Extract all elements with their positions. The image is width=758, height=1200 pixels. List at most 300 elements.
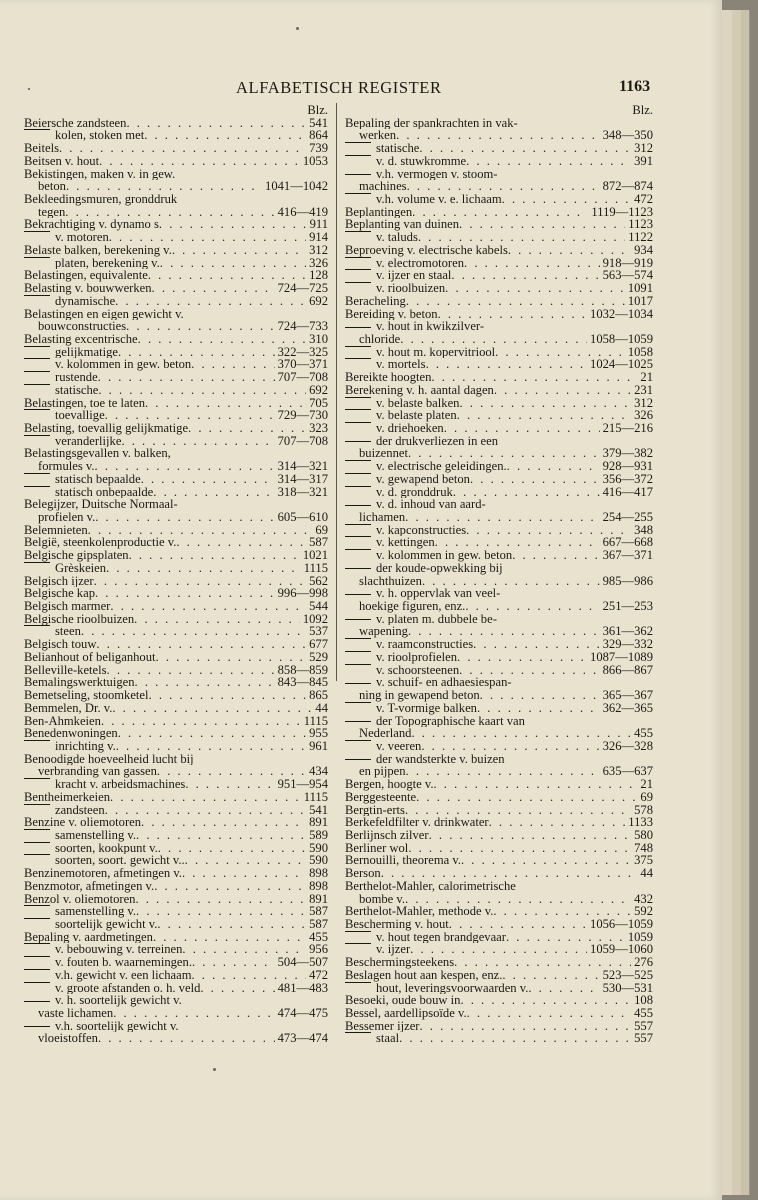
page-reference: 537 [309,625,328,639]
page-reference: 705 [309,396,328,410]
index-entry [24,320,328,333]
entry-term: Belgische rioolbuizen [24,612,135,626]
page-reference: 1059 [627,930,653,944]
entry-term: v. taluds [376,231,418,244]
index-entry [24,257,328,270]
page-reference: 215—216 [602,421,653,435]
dot-leader [135,893,306,906]
ditto-dash [24,956,50,957]
entry-term: Ben-Ahmkeien [24,714,101,728]
dot-leader [118,727,306,740]
entry-term: chloride [359,332,401,346]
page-reference: 361—362 [602,625,653,639]
page-reference: 1123 [628,218,653,232]
page-reference: 1056—1059 [590,918,653,931]
index-entry [345,269,653,282]
page-reference: 541 [309,116,328,130]
dot-leader [400,333,587,346]
index-entry [24,155,328,168]
entry-term: Bernouilli, theorema v. [345,854,461,868]
dot-leader [136,829,306,842]
index-entry [345,168,653,181]
page-reference: 472 [634,193,653,206]
index-entry [24,511,328,524]
entry-term: Beitels [24,142,59,155]
page-reference: 310 [309,332,328,346]
entry-term: v. h. soortelijk gewicht v. [55,994,182,1008]
page-reference: 587 [309,918,328,931]
index-entry [345,460,653,473]
entry-term: v. kolommen in gew. beton [376,549,513,562]
page-reference: 911 [309,218,328,232]
index-entry [24,943,328,956]
entry-term: steen [55,625,81,639]
dot-leader [419,142,631,155]
index-entry [345,943,653,956]
page-reference: 44 [315,701,328,715]
index-entry [345,804,653,817]
page-reference: 864 [309,129,328,143]
dot-leader [494,384,631,397]
dot-leader [115,295,306,308]
page-reference: 348—350 [602,129,653,143]
ditto-dash [345,931,371,932]
page-reference: 276 [634,956,653,969]
entry-term: v. ijzer en staal [376,269,452,283]
entry-term: Nederland [359,727,412,740]
entry-term: Benedenwoningen [24,727,118,740]
entry-term: Belleville-ketels [24,663,107,677]
entry-term: Belasting v. bouwwerken [24,282,152,295]
index-entry [24,117,328,130]
index-entry [345,931,653,944]
index-entry [345,384,653,397]
dot-leader [134,613,300,626]
page-reference: 432 [634,892,653,906]
page-reference: 891 [309,892,328,906]
index-entry [24,218,328,231]
entry-term: v.h. soortelijk gewicht v. [55,1019,179,1033]
page-reference: 391 [634,154,653,168]
dot-leader [192,956,275,969]
entry-term: v. hout m. kopervitriool [376,345,496,359]
entry-term: v. bebouwing v. terreinen [55,943,183,957]
index-entry [345,295,653,308]
page-reference: 128 [309,269,328,283]
dot-leader [418,231,625,244]
index-entry [345,142,653,155]
dot-leader [141,816,306,829]
page-reference: 578 [634,803,653,817]
entry-term: gelijkmatige [55,345,118,359]
page-reference: 541 [309,803,328,817]
index-entry [24,600,328,613]
ditto-dash [345,409,371,410]
ditto-dash [24,384,50,385]
dot-leader [528,982,599,995]
page-reference: 677 [309,638,328,651]
page-reference: 692 [309,383,328,397]
page-reference: 481—483 [277,981,328,995]
page-reference: 961 [309,739,328,753]
dot-leader [110,600,306,613]
page-reference: 473—474 [277,1032,328,1046]
page-reference: 580 [634,828,653,842]
index-entry [345,842,653,855]
page-reference: 1017 [627,294,653,308]
entry-term: samenstelling v. [55,828,137,842]
page-reference: 928—931 [602,460,653,473]
index-entry [24,231,328,244]
ditto-dash [345,568,371,569]
index-entry [345,1020,653,1033]
page-reference: 589 [309,828,328,842]
page-reference: 951—954 [277,778,328,791]
page-reference: 1092 [302,612,328,626]
ditto-dash [345,441,371,442]
dot-leader [460,994,631,1007]
index-entry [24,867,328,880]
dot-leader [411,727,631,740]
index-entry [24,727,328,740]
index-entry [345,473,653,486]
page-reference: 329—332 [602,638,653,651]
page-reference: 375 [634,854,653,868]
index-entry [24,384,328,397]
index-entry [345,244,653,257]
ditto-dash [345,549,371,550]
entry-term: Belastingsgevallen v. balken, [24,447,171,461]
page-reference: 1024—1025 [590,358,653,372]
index-entry [345,1007,653,1020]
index-entry [24,333,328,346]
entry-term: samenstelling v. [55,905,137,918]
entry-term: toevallige [55,409,105,422]
entry-term: Belaste balken, berekening v. [24,243,172,257]
page-reference: 592 [634,905,653,918]
page-reference: 729—730 [277,409,328,422]
entry-term: v. kapconstructies [376,523,467,537]
index-entry [345,778,653,791]
entry-term: Belgische gipsplaten [24,549,129,562]
index-entry [24,308,328,321]
index-entry [345,765,653,778]
dot-leader [502,969,599,982]
dot-leader [118,346,275,359]
entry-term: Benzinemotoren, afmetingen v. [24,867,182,880]
page-number: 1163 [619,78,651,95]
index-entry [24,676,328,689]
index-entry [345,397,653,410]
entry-term: bombe v. [359,892,406,906]
page-reference: 314—317 [277,472,328,486]
ditto-dash [345,155,371,156]
page-reference: 455 [634,727,653,740]
index-entry [345,905,653,918]
ditto-dash [345,740,371,741]
entry-term: statisch onbepaalde [55,485,154,499]
dot-leader [95,587,275,600]
index-entry [345,982,653,995]
entry-term: Berson [345,867,381,880]
dot-leader [136,905,306,918]
page-reference: 1053 [302,154,328,168]
page-reference: 898 [309,867,328,880]
page-reference: 326 [634,409,653,422]
page-reference: 367—371 [602,549,653,562]
entry-term: Belastingen, toe te laten [24,396,145,410]
dot-leader [185,854,306,867]
dot-leader [172,244,306,257]
ditto-dash [345,174,371,175]
entry-term: platen, berekening v. [55,256,160,270]
page-reference: 108 [634,994,653,1008]
page-reference: 312 [309,243,328,257]
index-entry [24,931,328,944]
index-entry [24,269,328,282]
page-reference: 530—531 [602,981,653,995]
dot-leader [493,905,631,918]
entry-term: v. hout tegen brandgevaar [376,930,506,944]
entry-term: Beslagen hout aan kespen, enz. [345,968,503,982]
page-reference: 322—325 [277,345,328,359]
page-reference: 587 [309,536,328,550]
dot-leader [192,969,307,982]
entry-term: vloeistoffen [38,1032,98,1046]
entry-term: tegen [38,205,66,219]
index-entry [24,893,328,906]
index-entry [24,905,328,918]
entry-term: kolen, stoken met [55,129,145,143]
index-entry [345,791,653,804]
dot-leader [444,422,600,435]
entry-term: Bekleedingsmuren, gronddruk [24,193,178,206]
entry-term: Berlijnsch zilver [345,828,429,842]
page-reference: 365—367 [602,689,653,702]
entry-term: Belasting, toevallig gelijkmatige [24,421,189,435]
ditto-dash [345,358,371,359]
dot-leader [396,129,600,142]
entry-term: v. fouten b. waarnemingen. [55,956,192,969]
index-entry [345,867,653,880]
index-entry [24,1007,328,1020]
entry-term: Berliner wol [345,841,409,855]
entry-term: Beracheling [345,294,406,308]
ditto-dash [24,943,50,944]
dot-leader [65,206,274,219]
page-reference: 544 [309,600,328,613]
ditto-dash [24,804,50,805]
ink-speck [213,1068,216,1071]
dot-leader [144,129,306,142]
entry-term: Belastingen, equivalente [24,269,148,283]
blz-heading: Blz. [632,104,653,117]
dot-leader [95,460,275,473]
dot-leader [101,715,301,728]
index-entry [24,562,328,575]
entry-term: v.h. vermogen v. stoom- [376,167,498,181]
index-entry [24,282,328,295]
ditto-dash [345,536,371,537]
page-reference: 557 [634,1019,653,1033]
entry-term: statische [55,383,99,397]
entry-term: v. d. stuwkromme [376,154,467,168]
index-entry [24,575,328,588]
index-entry [345,689,653,702]
index-entry [24,422,328,435]
index-entry [345,587,653,600]
page-reference: 455 [634,1007,653,1020]
page-reference: 1041—1042 [265,180,328,194]
ditto-dash [345,231,371,232]
page-reference: 866—867 [602,663,653,677]
index-entry [24,880,328,893]
ditto-dash [345,257,371,258]
page-reference: 724—725 [277,282,328,295]
index-entry [24,244,328,257]
page-reference: 724—733 [277,320,328,333]
ditto-dash [345,702,371,703]
ditto-dash [24,486,50,487]
index-entry [345,498,653,511]
index-entry [24,549,328,562]
ditto-dash [24,1026,50,1027]
ditto-dash [24,473,50,474]
ditto-dash [24,625,50,626]
dot-leader [154,880,306,893]
page-reference: 858—859 [277,663,328,677]
entry-term: dynamische [55,294,116,308]
page-reference: 1091 [627,282,653,295]
index-entry [345,613,653,626]
entry-term: bouwconstructies [38,320,127,333]
dot-leader [466,155,631,168]
dot-leader [426,358,587,371]
dot-leader [109,231,306,244]
ditto-dash [345,460,371,461]
entry-term: v. mortels [376,358,426,372]
entry-term: Benzine v. oliemotoren [24,816,142,829]
index-entry [24,765,328,778]
dot-leader [149,689,307,702]
index-entry [24,460,328,473]
entry-term: v. electrische geleidingen. [376,460,507,473]
column-divider [336,103,337,681]
entry-term: v. veeren [376,739,422,753]
dot-leader [113,1007,274,1020]
entry-term: Benzol v. oliemotoren [24,892,136,906]
index-entry [345,447,653,460]
entry-term: verbranding van gassen [38,765,157,779]
index-entry [24,829,328,842]
entry-term: v.h. volume v. e. lichaam [376,193,502,206]
entry-term: veranderlijke [55,434,122,448]
page-reference: 1021 [302,549,328,562]
page-reference: 356—372 [602,472,653,486]
running-title: ALFABETISCH REGISTER [236,78,442,97]
index-entry [24,651,328,664]
entry-term: Grèskeien [55,561,107,575]
index-entry [345,562,653,575]
page-reference: 562 [309,574,328,588]
dot-leader [431,371,637,384]
index-entry [345,969,653,982]
entry-term: Bemmelen, Dr. v. [24,701,113,715]
dot-leader [459,664,600,677]
page-reference: 416—419 [277,205,328,219]
dot-leader [98,384,306,397]
dot-leader [96,638,306,651]
entry-term: Bereikte hoogten [345,371,432,384]
entry-term: Berekening v. h. aantal dagen [345,383,494,397]
dot-leader [408,625,600,638]
entry-term: vaste lichamen [38,1007,114,1020]
index-entry [345,218,653,231]
entry-term: Belgisch ijzer [24,574,94,588]
ditto-dash [345,282,371,283]
index-entry [345,651,653,664]
entry-term: Belemnieten [24,523,88,537]
index-entry [345,231,653,244]
entry-term: Belgische kap [24,587,95,601]
dot-leader [410,943,587,956]
entry-term: Bessemer ijzer [345,1019,420,1033]
entry-term: Bereiding v. beton [345,307,438,321]
index-entry [24,664,328,677]
index-entry [345,206,653,219]
index-entry [345,511,653,524]
index-entry [24,778,328,791]
page-reference: 692 [309,294,328,308]
index-entry [24,842,328,855]
page-reference: 529 [309,650,328,664]
index-entry [24,918,328,931]
ditto-dash [345,142,371,143]
page-reference: 362—365 [602,701,653,715]
page-reference: 504—507 [277,956,328,969]
dot-leader [182,867,306,880]
ditto-dash [345,346,371,347]
dot-leader [135,676,275,689]
ditto-dash [24,346,50,347]
page-reference: 557 [634,1032,653,1046]
dot-leader [470,473,600,486]
dot-leader [116,740,306,753]
dot-leader [406,765,600,778]
entry-term: Benzmotor, afmetingen v. [24,879,155,893]
page-reference: 1058 [627,345,653,359]
dot-leader [422,575,600,588]
entry-term: v. h. oppervlak van veel- [376,587,501,601]
index-entry [345,664,653,677]
index-entry [345,956,653,969]
dot-leader [160,257,306,270]
entry-term: Bekistingen, maken v. in gew. [24,167,176,181]
entry-term: lichamen [359,511,406,524]
entry-term: v. groote afstanden o. h. veld [55,981,201,995]
page-reference: 865 [309,689,328,702]
entry-term: Bepaling der spankrachten in vak- [345,116,518,130]
entry-term: wapening [359,625,408,639]
dot-leader [156,651,307,664]
entry-term: formules v. [38,460,95,473]
dot-leader [405,511,599,524]
ditto-dash [24,969,50,970]
ditto-dash [345,486,371,487]
index-entry [24,740,328,753]
dot-leader [473,638,600,651]
entry-term: soorten, soort. gewicht v.. [55,854,185,868]
